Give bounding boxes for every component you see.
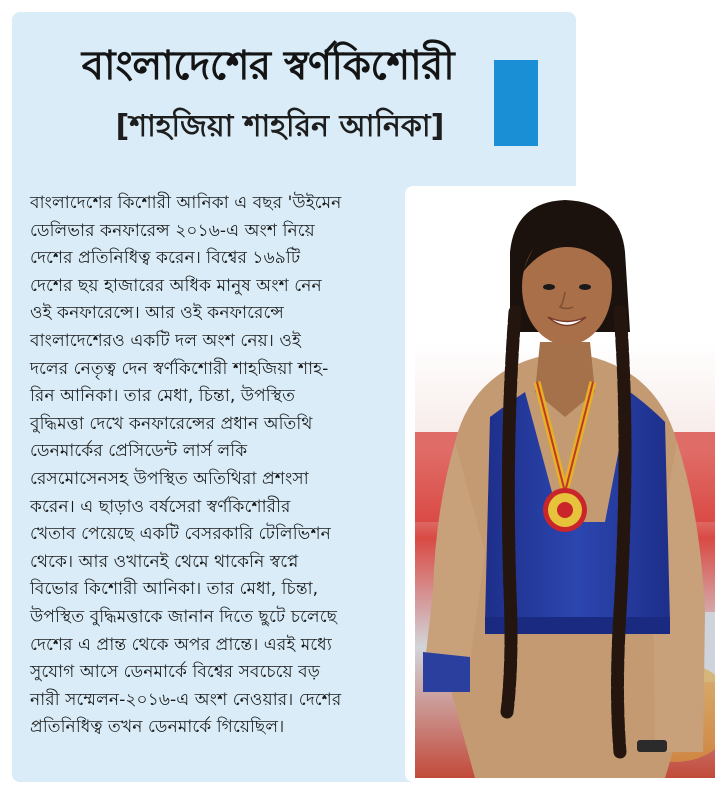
headline: বাংলাদেশের স্বর্ণকিশোরী bbox=[81, 43, 455, 89]
article-line: বিভোর কিশোরী আনিকা। তার মেধা, চিন্তা, bbox=[30, 579, 319, 600]
article-line: বুদ্ধিমত্তা দেখে কনফারেন্সের প্রধান অতিথি bbox=[30, 413, 313, 434]
article-line: নারী সম্মেলন-২০১৬-এ অংশ নেওয়ার। দেশের bbox=[30, 689, 342, 710]
article-line: উপস্থিত বুদ্ধিমত্তাকে জানান দিতে ছুটে চলেছে bbox=[30, 606, 338, 627]
article-line: খেতাব পেয়েছে একটি বেসরকারি টেলিভিশন bbox=[30, 524, 331, 545]
article-line: প্রতিনিধিত্ব তখন ডেনমার্কে গিয়েছিল। bbox=[30, 717, 285, 738]
portrait-photo bbox=[415, 192, 715, 778]
article-line: করেন। এ ছাড়াও বর্ষসেরা স্বর্ণকিশোরীর bbox=[30, 496, 291, 517]
article-line: দেশের এ প্রান্ত থেকে অপর প্রান্তে। এরই মধ্যে bbox=[30, 634, 332, 655]
article-line: থেকে। আর ওখানেই থেমে থাকেনি স্বপ্নে bbox=[30, 551, 299, 572]
article-line: বাংলাদেশের কিশোরী আনিকা এ বছর 'উইমেন bbox=[30, 193, 342, 213]
article-line: ডেলিভার কনফারেন্স ২০১৬-এ অংশ নিয়ে bbox=[30, 220, 315, 241]
article-line: রিন আনিকা। তার মেধা, চিন্তা, উপস্থিত bbox=[30, 386, 295, 407]
article-line: রেসমোসেনসহ উপস্থিত অতিথিরা প্রশংসা bbox=[30, 468, 309, 489]
article-line: দলের নেতৃত্ব দেন স্বর্ণকিশোরী শাহজিয়া শাহ- bbox=[30, 358, 329, 379]
article-line: দেশের ছয় হাজারের অধিক মানুষ অংশ নেন bbox=[30, 275, 322, 296]
article-line: ওই কনফারেন্সে। আর ওই কনফারেন্সে bbox=[30, 303, 284, 324]
accent-bar bbox=[494, 60, 538, 146]
byline-subtitle: [শাহজিয়া শাহরিন আনিকা] bbox=[115, 109, 445, 144]
article-line: সুযোগ আসে ডেনমার্কে বিশ্বের সবচেয়ে বড় bbox=[30, 662, 321, 683]
photo-frame bbox=[405, 186, 717, 782]
article-line: বাংলাদেশেরও একটি দল অংশ নেয়। ওই bbox=[30, 330, 301, 351]
article-line: ডেনমার্কের প্রেসিডেন্ট লার্স লকি bbox=[30, 441, 248, 462]
article-body bbox=[30, 190, 404, 742]
article-line: দেশের প্রতিনিধিত্ব করেন। বিশ্বের ১৬৯টি bbox=[30, 248, 301, 269]
